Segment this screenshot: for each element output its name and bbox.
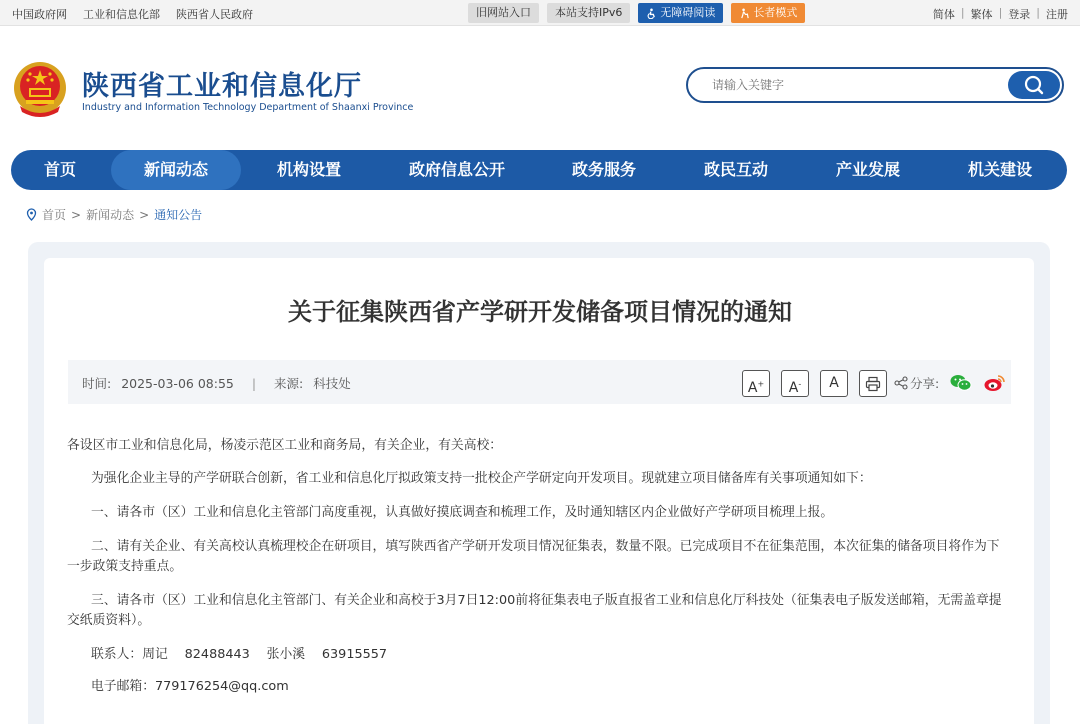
article-paragraph: 二、请有关企业、有关高校认真梳理校企在研项目，填写陕西省产学研开发项目情况征集表，数量不限。已完成项目不在征集范围，本次征集的储备项目将作为下一步政策支持重点。: [67, 539, 1000, 574]
time-label: 时间:: [82, 376, 112, 391]
nav-item-services[interactable]: 政务服务: [571, 160, 636, 179]
location-pin-icon: [26, 208, 37, 221]
ipv6-badge: 本站支持IPv6: [547, 3, 630, 23]
search-button[interactable]: [1008, 71, 1060, 99]
external-links: [12, 6, 253, 22]
nav-item-organization[interactable]: 机构设置: [276, 160, 341, 179]
font-increase-glyph: A+: [747, 379, 765, 396]
share-label: 分享:: [910, 376, 940, 391]
search-box: [686, 67, 1064, 103]
accessible-reading-button[interactable]: [638, 3, 723, 23]
link-simplified[interactable]: 简体: [932, 8, 955, 21]
link-traditional[interactable]: 繁体: [970, 8, 993, 21]
font-default-button[interactable]: [820, 370, 848, 397]
link-shaanxi-gov[interactable]: 陕西省人民政府: [176, 8, 253, 21]
link-login[interactable]: 登录: [1008, 8, 1031, 21]
font-decrease-glyph: A-: [788, 379, 802, 396]
elder-mode-label: 长者模式: [753, 6, 798, 19]
national-emblem-icon[interactable]: [12, 60, 68, 120]
elder-icon: [739, 8, 750, 19]
breadcrumb-news[interactable]: 新闻动态: [86, 208, 135, 222]
top-bar: 中国政府网 工业和信息化部 陕西省人民政府 旧网站入口 本站支持IPv6 无障碍阅读 长者模式 简体 | 繁体 | 登录 | 注册: [0, 0, 1080, 26]
source-value: 科技处: [313, 376, 351, 391]
article-paragraph: 一、请各市（区）工业和信息化主管部门高度重视，认真做好摸底调查和梳理工作，及时通知辖区内企业做好产学研项目梳理上报。: [91, 505, 834, 520]
contact-email: 电子邮箱：779176254@qq.com: [91, 679, 289, 694]
search-icon: [1008, 71, 1060, 99]
source-label: 来源:: [274, 376, 304, 391]
nav-item-industry[interactable]: 产业发展: [835, 160, 900, 179]
publish-time: 2025-03-06 08:55: [121, 376, 234, 391]
article-title: 关于征集陕西省产学研开发储备项目情况的通知: [288, 298, 792, 326]
nav-item-interaction[interactable]: 政民互动: [703, 160, 768, 179]
elder-mode-button[interactable]: [731, 3, 805, 23]
link-gov-cn[interactable]: 中国政府网: [12, 8, 67, 21]
breadcrumb: [26, 206, 202, 223]
font-default-glyph: A: [829, 375, 839, 391]
article-paragraph: 各设区市工业和信息化局，杨凌示范区工业和商务局，有关企业，有关高校：: [67, 438, 503, 453]
article-meta-bar: 时间: 2025-03-06 08:55 | 来源: 科技处 A+ A- A 分享:: [68, 360, 1011, 404]
breadcrumb-home[interactable]: 首页: [42, 208, 67, 222]
nav-item-gov-info[interactable]: 政府信息公开: [408, 160, 505, 179]
font-increase-button[interactable]: [742, 370, 770, 397]
old-site-button[interactable]: 旧网站入口: [468, 3, 539, 23]
link-register[interactable]: 注册: [1046, 8, 1068, 21]
nav-item-home[interactable]: 首页: [43, 160, 76, 179]
site-header: [0, 26, 1080, 146]
article-paragraph: 三、请各市（区）工业和信息化主管部门、有关企业和高校于3月7日12:00前将征集表电子版直报省工业和信息化厅科技处（征集表电子版发送邮箱，无需盖章提交纸质资料）。: [67, 593, 1002, 628]
search-input[interactable]: [712, 76, 992, 94]
link-miit[interactable]: 工业和信息化部: [83, 8, 160, 21]
site-title[interactable]: 陕西省工业和信息化厅: [82, 71, 362, 102]
breadcrumb-separator: >: [71, 207, 82, 222]
printer-icon: [865, 376, 881, 392]
weibo-icon[interactable]: [984, 374, 1006, 392]
main-nav: [11, 150, 1067, 190]
accessibility-icon: [646, 8, 657, 19]
accessible-reading-label: 无障碍阅读: [660, 6, 716, 19]
print-button[interactable]: [859, 370, 887, 397]
share-icon: [894, 376, 908, 390]
contact-info: 联系人：周记 82488443 张小溪 63915557: [91, 647, 388, 662]
breadcrumb-notices[interactable]: 通知公告: [154, 208, 203, 222]
wechat-icon[interactable]: [950, 374, 972, 392]
nav-item-news[interactable]: 新闻动态: [111, 150, 241, 190]
font-decrease-button[interactable]: [781, 370, 809, 397]
article-paragraph: 为强化企业主导的产学研联合创新，省工业和信息化厅拟政策支持一批校企产学研定向开发项目。现就建立项目储备库有关事项通知如下：: [91, 471, 872, 486]
site-subtitle: Industry and Information Technology Department of Shaanxi Province: [82, 102, 414, 113]
nav-item-party[interactable]: 机关建设: [967, 160, 1032, 179]
breadcrumb-separator: >: [139, 207, 150, 222]
